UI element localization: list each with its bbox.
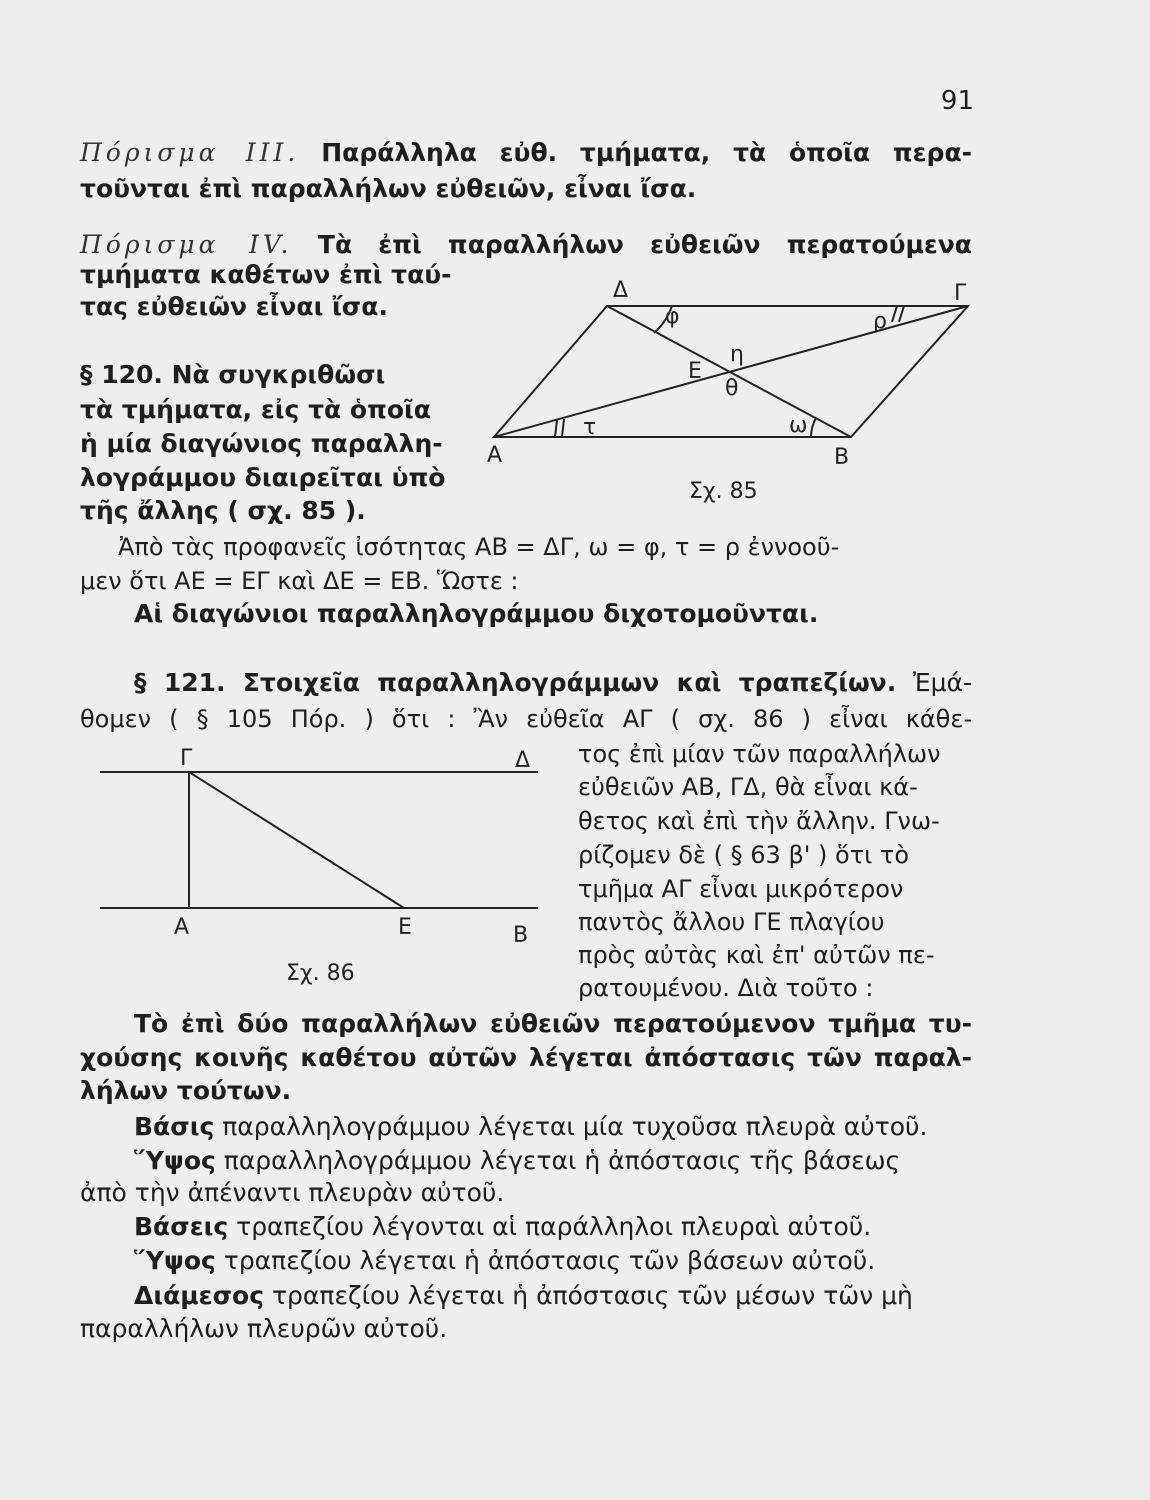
sec120-line-6: Ἀπὸ τὰς προφανεῖς ἰσότητας ΑΒ = ΔΓ, ω = φ, τ = ρ ἐννοοῦ- [118, 533, 840, 561]
sec120-line-5: τῆς ἄλλης ( σχ. 85 ). [80, 496, 366, 525]
sec121-col-line: ρατουμένου. Διὰ τοῦτο : [578, 974, 874, 1002]
sec120-line-4: λογράμμου διαιρεῖται ὑπὸ [80, 463, 446, 492]
label-G: Γ [180, 746, 193, 771]
sec120-line-2: τὰ τμήματα, εἰς τὰ ὁποῖα [80, 395, 431, 424]
label-tau: τ [583, 415, 597, 440]
porisma-3-text: Παράλληλα εὐθ. τμήματα, τὰ ὁποῖα περα- [321, 138, 972, 167]
sec120-line-7: μεν ὅτι ΑΕ = ΕΓ καὶ ΔΕ = ΕΒ. Ὥστε : [80, 567, 519, 595]
segment-ge [189, 772, 404, 908]
sec121-line-2: θομεν ( § 105 Πόρ. ) ὅτι : Ἂν εὐθεῖα ΑΓ ( σχ. 86 ) εἶναι κάθε- [80, 705, 972, 733]
angle-phi-arc [654, 306, 672, 333]
definition-line-3: λήλων τούτων. [80, 1076, 292, 1105]
definition-line-1: Τὸ ἐπὶ δύο παραλλήλων εὐθειῶν περατούμενον τμῆμα τυ- [134, 1009, 972, 1038]
porisma-3-label: Πόρισμα III. [80, 138, 300, 167]
term-name: Ὕψος [134, 1246, 216, 1275]
term-row [134, 1210, 871, 1244]
label-omega: ω [789, 413, 808, 438]
angle-tau-mark [555, 420, 557, 437]
label-A: Α [487, 443, 503, 468]
term-row [134, 1144, 900, 1178]
sec121-col-line: πρὸς αὐτὰς καὶ ἐπ' αὐτῶν πε- [578, 941, 935, 969]
term-name: Βάσις [134, 1112, 215, 1141]
sec121-col-line: παντὸς ἄλλου ΓΕ πλαγίου [578, 908, 885, 936]
label-theta: θ [725, 376, 739, 401]
label-rho: ρ [873, 309, 887, 334]
label-eta: η [730, 342, 744, 367]
term-cont: παραλλήλων πλευρῶν αὐτοῦ. [80, 1314, 448, 1343]
porisma-4-line-1 [80, 228, 972, 262]
label-D: Δ [515, 748, 531, 773]
label-E: Ε [688, 359, 702, 384]
sec121-line-1 [134, 666, 972, 700]
definition-line-2: χούσης κοινῆς καθέτου αὐτῶν λέγεται ἀπόστασις τῶν παραλ- [80, 1043, 972, 1072]
term-text: παραλληλογράμμου λέγεται ἡ ἀπόστασις τῆς βάσεως [223, 1146, 901, 1175]
label-B: Β [834, 445, 850, 470]
fig86-caption: Σχ. 86 [286, 961, 355, 986]
porisma-4-line-3: τας εὐθειῶν εἶναι ἴσα. [80, 292, 388, 321]
sec120-line-3: ἡ μία διαγώνιος παραλλη- [80, 429, 443, 458]
term-text: τραπεζίου λέγεται ἡ ἀπόστασις τῶν βάσεων αὐτοῦ. [223, 1246, 876, 1275]
term-row [134, 1279, 913, 1313]
term-text: παραλληλογράμμου λέγεται μία τυχοῦσα πλευρὰ αὐτοῦ. [222, 1112, 928, 1141]
diagonal-db [607, 306, 851, 437]
sec121-line-1-rest: Ἐμά- [912, 668, 973, 697]
term-name: Διάμεσος [134, 1281, 265, 1310]
porisma-3-line-1 [80, 136, 972, 170]
porisma-4-text: Τὰ ἐπὶ παραλλήλων εὐθειῶν περατούμενα [317, 230, 972, 259]
sec120-line-1: § 120. Νὰ συγκριθῶσι [80, 360, 386, 389]
porisma-4-line-2: τμήματα καθέτων ἐπὶ ταύ- [80, 260, 452, 289]
label-E: Ε [398, 915, 412, 940]
sec121-col-line: ρίζομεν δὲ ( § 63 β' ) ὅτι τὸ [578, 841, 909, 869]
porisma-3-line-2: τοῦνται ἐπὶ παραλλήλων εὐθειῶν, εἶναι ἴσα. [80, 174, 697, 203]
diagonal-ag [494, 306, 968, 437]
sec121-col-line: τμῆμα ΑΓ εἶναι μικρότερον [578, 875, 904, 903]
sec121-col-line: τος ἐπὶ μίαν τῶν παραλλήλων [578, 740, 941, 768]
term-row [134, 1244, 875, 1278]
angle-rho-mark [899, 306, 904, 322]
fig85-caption: Σχ. 85 [689, 479, 758, 504]
sec121-col-line: εὐθειῶν ΑΒ, ΓΔ, θὰ εἶναι κά- [578, 773, 918, 801]
sec120-conclusion: Αἱ διαγώνιοι παραλληλογράμμου διχοτομοῦνται. [134, 599, 819, 628]
label-phi: φ [665, 304, 680, 329]
term-text: τραπεζίου λέγεται ἡ ἀπόστασις τῶν μέσων τῶν μὴ [272, 1281, 913, 1310]
term-name: Ὕψος [134, 1146, 216, 1175]
term-cont: ἀπὸ τὴν ἀπέναντι πλευρὰν αὐτοῦ. [80, 1178, 505, 1207]
parallelogram [494, 306, 968, 437]
angle-tau-mark [562, 419, 564, 437]
angle-omega-arc [811, 418, 816, 437]
porisma-4-label: Πόρισμα IV. [80, 230, 293, 259]
term-row [134, 1110, 927, 1144]
sec121-col-line: θετος καὶ ἐπὶ τὴν ἄλλην. Γνω- [578, 807, 940, 835]
label-D: Δ [613, 278, 629, 303]
angle-rho-mark [892, 306, 897, 322]
page-number: 91 [940, 86, 974, 116]
label-B: Β [513, 923, 529, 948]
term-text: τραπεζίου λέγονται αἱ παράλληλοι πλευραὶ αὐτοῦ. [236, 1212, 872, 1241]
sec121-heading: § 121. Στοιχεῖα παραλληλογράμμων καὶ τραπεζίων. [134, 668, 897, 697]
label-G: Γ [954, 281, 967, 306]
term-name: Βάσεις [134, 1212, 229, 1241]
label-A: Α [174, 915, 190, 940]
